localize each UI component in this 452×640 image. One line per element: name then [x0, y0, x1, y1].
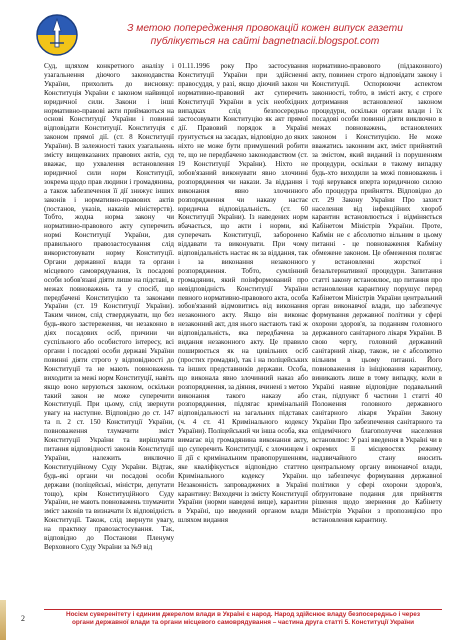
article-body: [44, 62, 442, 607]
banner-notice: [86, 22, 438, 48]
banner-line-1: З метою попередження провокацій кожен випуск газети: [127, 23, 403, 34]
column-1-text: Суд, щляхом конкретного аналізу і узагальнення діючого законодавства України, прихолить до висновку: Конституція України є законом найвищої юридичної сили. Закони і інші нормативно-правові акти приймаються на основі Конституції України і повинні відповідати Конституції. Конституція є законом прямої дії. (ст. 8 Конституції України). В залежності таких узагальнень змісту вищевказаних правових актів, суд вважає, що ухвалення встановлення юридичної сили норм Конституції, зокрема щодо прав людини і громадянина, а також забезпечення її дії знижує інших законів і нормативно-правових актів (постанов, указів, наказів міністерств). Тобто, жодна норма закону чи нормативно-правового акту суперечить нормі Конституції України, для правильного правозастосування слід використовувати норму Конституції. Органи державної влади та органи місцевого самоврядування, їх посадові особи зобов'язані діяти лише на підставі, в межах повноважень та у спосіб, що передбачені Конституцією та законами України (ст. 19 Конституції України). Таким чином, слід стверджувати, що без будь-якого застереження, чи незаконно в діях посадових осіб, причини чи суспільного або особистого інтересу, всі органи і посадові особи державі України повинні діяти строго у відповідності до Конституції та не мають повноважень виходити за межі норм Конституції, навіть якщо воно керуються законом, оскільки такий закон не може суперечити Конституції. При цьому, слід звернути увагу на наступне. Відповідно до ст. 147 та п. 2 ст. 150 Конституції України, повноваження тлумачити зміст Конституції України та вирішувати питання відповідності законів Конституції України, належить виключно Конституційному Суду України. Відтак, будь-які органи чи посадові особи держави (поліцейські, міністри, депутати тощо), крім Конституційного Суду України, не мають повноважень тлумачити зміст законів та визначати їх відповідність Конституції. Також, слід звернути увагу, на практику правозастосування. Так, відповідно до Постанови Пленуму Верховного Суду України за №9 від: [44, 62, 174, 551]
text-column-1: [44, 62, 174, 607]
column-2-text: 01.11.1996 року Про застосування Конституції України при здійсненні правосуддя, у разі, якщо діючий закон чи нормативно-правовий акт суперечить Конституції України в усіх необхідних випадках слід безпосередньо застосовувати Конституцію як акт прямої дії. Правовий порядок в Україні ґрунтується на засадах, відповідно до яких ніхто не може бути примушений робити те, що не передбачено законодавством (ст. 19 Конституції України). Ніхто не зобов'язаний виконувати явно злочинні розпорядження чи накази. За віддання і виконання явно злочинного розпорядження чи наказу настає юридична відповідальність. (ст. 60 Конституції України). Із наведених норм вбачається, що акти і норми, які суперечать Конституції, заборонено віддавати та виконувати. При чому відповідальність настає як за віддання, так і за виконання незаконного розпорядження. Тобто, сумлінний громадянин, який поінформований про невідповідність Конституції України певного нормативно-правового акта, особа зобов'язаний відмовитись від виконання незаконного акту. Якщо він виконає незаконний акт, для нього настають такі ж відповідальність, яка передбачена за видання незаконного акту. Це правило поширюється як на цивільних осіб (простих громадян), так і на поліцейських та інших представників держави. Особа, що виконала явно злочинний наказ або розпорядження, за діяння, вчинені з метою виконання такого наказу або розпорядження, підлягає кримінальній відповідальності на загальних підставах (ч. 4 ст. 41 Кримінального кодексу України). Поліцейський чи інша особа, яка вимагає від громадянина виконання акту, що суперечить Конституції, є злочинцем і її дії є кримінальним правопорушенням, яке кваліфікується відповідно статтею Кримінального кодексу України. Незаконність запроваджених в Україні карантину: Виходячи із змісту Конституції України (норми наведені вище), карантин в Україні, що введений органом влади шляхом видання: [178, 62, 308, 525]
bayonet-emblem-icon: [28, 13, 86, 57]
page-number: 2: [21, 614, 25, 623]
page-edge-decoration: [0, 600, 6, 640]
footer-quote: [44, 611, 442, 627]
text-column-3: [312, 62, 442, 607]
footer-line-1: Носієм суверенітету і єдиним джерелом влади в Україні є народ. Народ здійснює владу безпосередньо і через: [65, 611, 420, 618]
footer-divider: [44, 609, 442, 610]
header-banner: [28, 12, 438, 58]
text-column-2: [178, 62, 308, 607]
footer-line-2: органи державної влади та органи місцевого самоврядування – частина друга статті 5. Конституції України: [71, 619, 415, 626]
banner-line-2: публікується на сайті bagnetnacii.blogspot.com: [150, 36, 380, 47]
column-3-text: нормативно-правового (підзаконного) акту, повинен строго відповідати закону і Конституції. Оспорюючи аспектом законності, тобто, в змісті акту, є строге дотримання встановленої законом процедури, оскільки органи влади і їх посадові особи повинні діяти виключно в межах повноважень, встановлених законом і Конституцією. Не може вважатись законним акт, зміст прийнятий за змістом, який виданий із порушенням процедури, оскільки в такому випадку будь-хто виходили за межі повноважень і тоді керувався вперта юридичною силою або процедура прийняття. Відповідно до ст. 29 Закону України Про захист населення від інфекційних хвороб карантин встановлюється і відміняється Кабінетом Міністрів України. Проте, Кабмін не є абсолютно вільним в цьому питанні - це повноваження Кабміну обмежене законом. Це обмеження полягає у встановленні жорсткої і безальтернативної процедури. Запитання статті закону встановлює, що питання про встановлення карантину порушує перед Кабінетом Міністрів України центральний орган виконавчої влади, що забезпечує формування державної політики у сфері охорони здоров'я, за поданням головного державного санітарного лікаря України. В свою чергу, головний державний санітарний лікар, також, не є абсолютно вільним в цьому питанні. Його повноваження із ініціювання карантину, виникають лише в тому випадку, коли в Україні наявне відповідне подавальний стан, підпункт б частини 1 статті 40 Положення головного державного санітарного лікаря України Закону України Про забезпечення санітарного та епідемічного благополуччя населення встановлює: У разі введення в Україні чи в окремих її місцевостях режиму надзвичайного стану вносить центральному органу виконавчої влади, що забезпечує формування державної політики у сфері охорони здоров'я, обґрунтоване подання для прийняття рішення щодо звернення до Кабінету Міністрів України з пропозицією про встановлення карантину.: [312, 62, 442, 525]
